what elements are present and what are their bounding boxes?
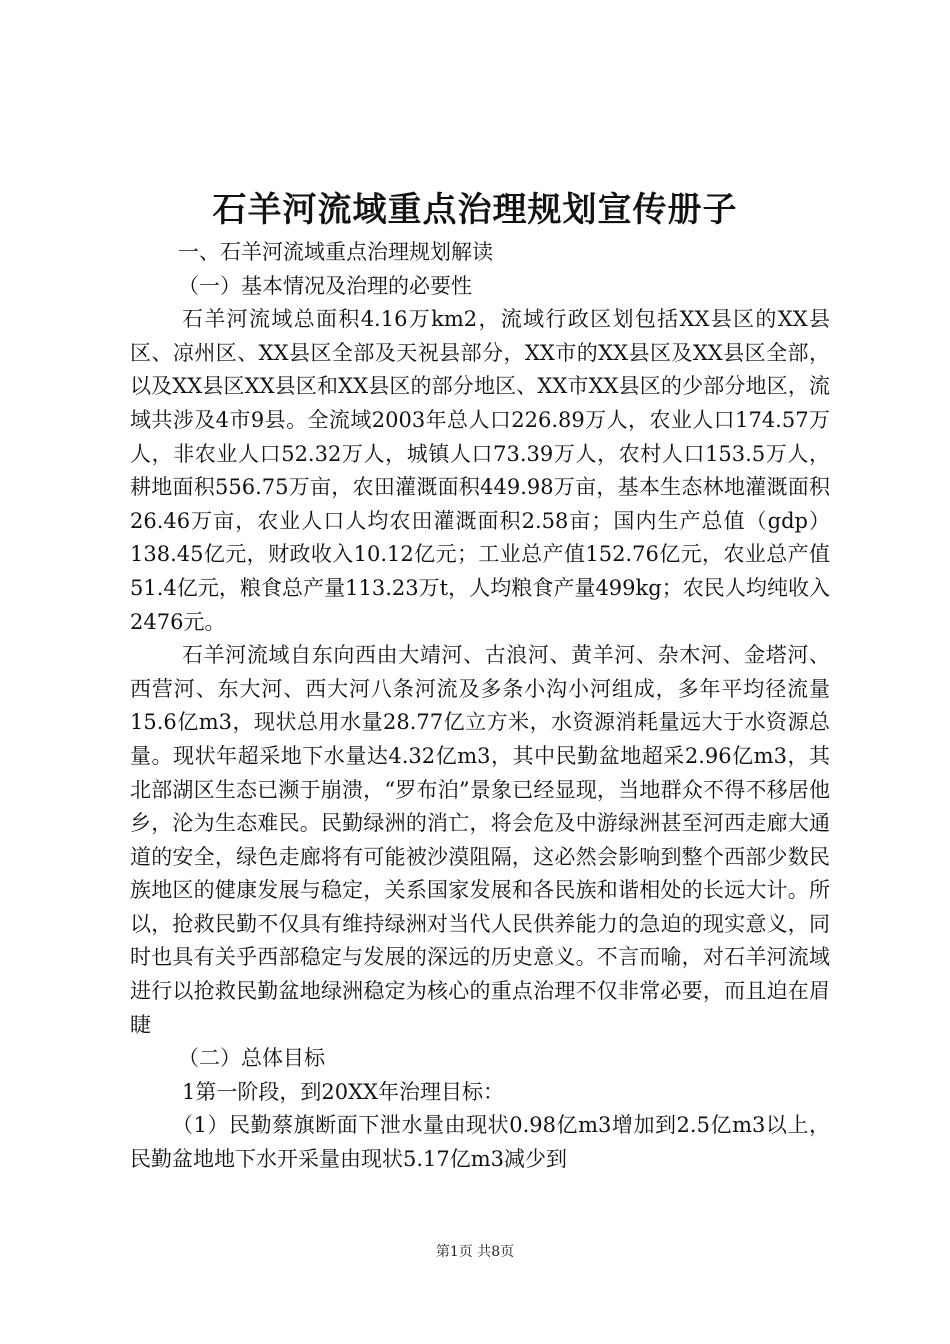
document-body xyxy=(130,236,830,1177)
goal-item-1: （1）民勤蔡旗断面下泄水量由现状0.98亿m3增加到2.5亿m3以上，民勤盆地地下水开采量由现状5.17亿m3减少到 xyxy=(130,1113,830,1172)
paragraph-overview: 石羊河流域总面积4.16万km2，流域行政区划包括XX县区的XX县区、凉州区、XX县区全部及天祝县部分，XX市的XX县区及XX县区全部，以及XX县区XX县区和XX县区的部分地区、XX市XX县区的少部分地区，流域共涉及4市9县。全流域2003年总人口226.89万人，农业人口174.57万人，非农业人口52.32万人，城镇人口73.39万人，农村人口153.5万人，耕地面积556.75万亩，农田灌溉面积449.98万亩，基本生态林地灌溉面积26.46万亩，农业人口人均农田灌溉面积2.58亩；国内生产总值（gdp）138.45亿元，财政收入10.12亿元；工业总产值152.76亿元，农业总产值51.4亿元，粮食总产量113.23万t，人均粮食产量499kg；农民人均纯收入2476元。 xyxy=(130,307,830,634)
subheading-overall-goals: （二）总体目标 xyxy=(178,1046,325,1071)
page-footer: 第1页 共8页 xyxy=(435,1244,515,1260)
paragraph-rivers: 石羊河流域自东向西由大靖河、古浪河、黄羊河、杂木河、金塔河、西营河、东大河、西大河八条河流及多条小沟小河组成，多年平均径流量15.6亿m3，现状总用水量28.77亿立方米，水资源消耗量远大于水资源总量。现状年超采地下水量达4.32亿m3，其中民勤盆地超采2.96亿m3，其北部湖区生态已濒于崩溃，“罗布泊”景象已经显现，当地群众不得不移居他乡，沦为生态难民。民勤绿洲的消亡，将会危及中游绿洲甚至河西走廊大通道的安全，绿色走廊将有可能被沙漠阻隔，这必然会影响到整个西部少数民族地区的健康发展与稳定，关系国家发展和各民族和谐相处的长远大计。所以，抢救民勤不仅具有维持绿洲对当代人民供养能力的急迫的现实意义，同时也具有关乎西部稳定与发展的深远的历史意义。不言而喻，对石羊河流域进行以抢救民勤盆地绿洲稳定为核心的重点治理不仅非常必要，而且迫在眉睫 xyxy=(130,643,830,1037)
subheading-basic-situation: （一）基本情况及治理的必要性 xyxy=(178,273,472,298)
document-title: 石羊河流域重点治理规划宣传册子 xyxy=(212,190,738,230)
section-heading: 一、石羊河流域重点治理规划解读 xyxy=(178,240,493,264)
stage-one-heading: 1第一阶段，到20XX年治理目标： xyxy=(182,1079,504,1104)
